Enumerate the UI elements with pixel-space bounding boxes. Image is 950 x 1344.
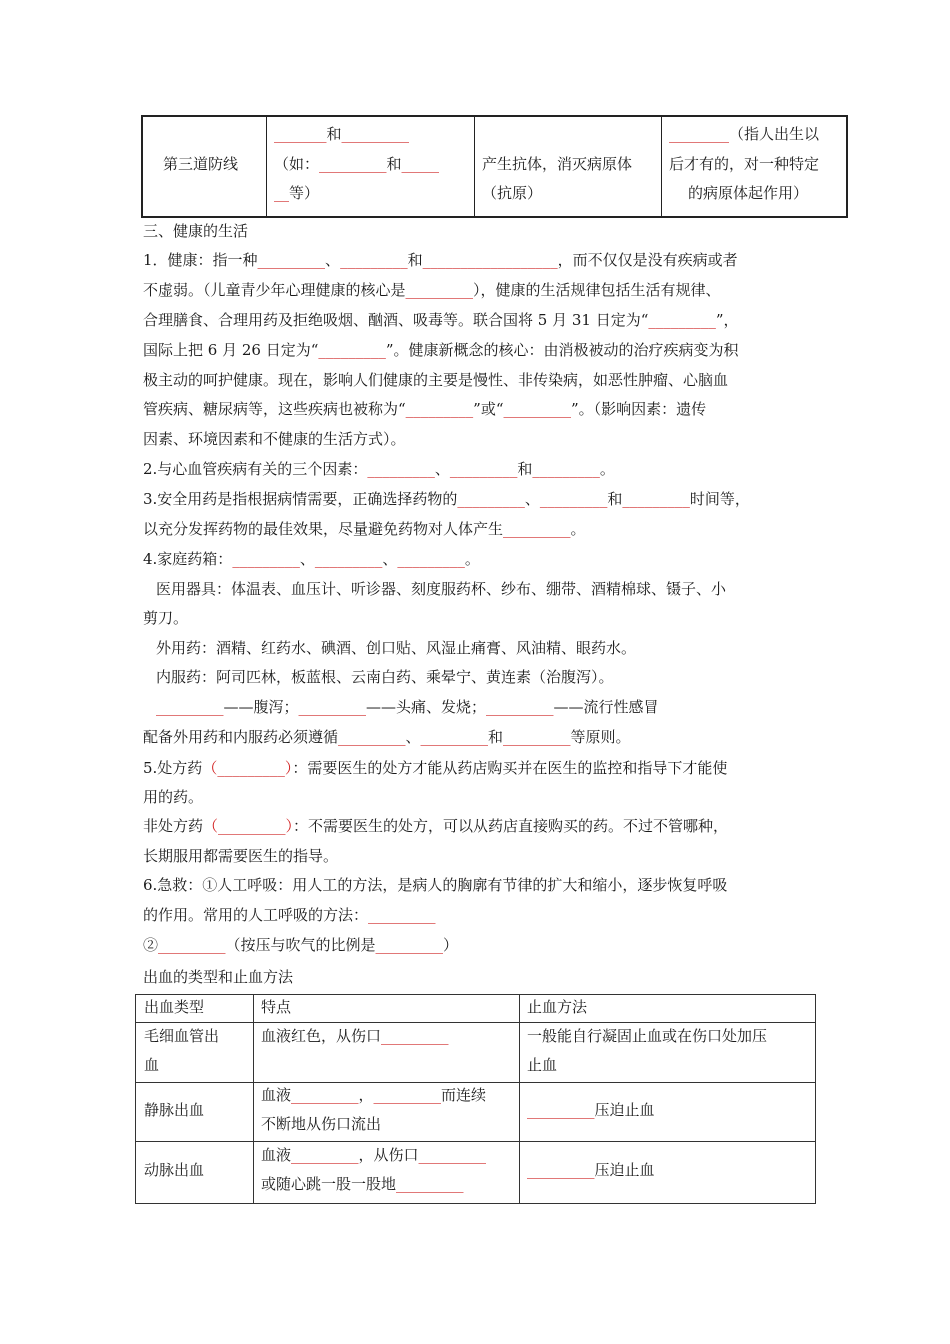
defense-table	[141, 115, 848, 218]
row3-feature-line2: 或随心跳一股一股地_________	[261, 1175, 464, 1193]
p6-line3: ②_________（按压与吹气的比例是_________）	[143, 936, 459, 954]
row-label: 第三道防线	[163, 155, 239, 173]
p5-line4: 长期服用都需要医生的指导。	[143, 847, 339, 865]
bleeding-table	[135, 994, 816, 1204]
section-title: 三、健康的生活	[143, 222, 249, 240]
p4-external: 外用药：酒精、红药水、碘酒、创口贴、风湿止痛膏、风油精、眼药水。	[156, 639, 637, 657]
col3-line2: （抗原）	[482, 184, 543, 202]
p1-line1: 1．健康：指一种_________、_________和__________________，而不仅仅是没有疾病或者	[143, 251, 738, 269]
row3-method: _________压迫止血	[527, 1161, 655, 1179]
p5-line3: 非处方药（_________）：不需要医生的处方，可以从药店直接购买的药。不过不管哪种，	[143, 817, 729, 835]
row2-feature-line2: 不断地从伤口流出	[261, 1115, 382, 1133]
bleed-table-title: 出血的类型和止血方法	[143, 968, 294, 986]
row1-type-line1: 毛细血管出	[144, 1027, 220, 1045]
row1-method-line2: 止血	[527, 1056, 558, 1074]
p5-line2: 用的药。	[143, 788, 204, 806]
row3-feature-line1: 血液_________，从伤口_________	[261, 1146, 487, 1164]
p1-line6: 管疾病、糖尿病等，这些疾病也被称为“_________”或“_________”。（影响因素：遗传	[143, 400, 707, 418]
p1-line3: 合理膳食、合理用药及拒绝吸烟、酗酒、吸毒等。联合国将 5 月 31 日定为“_________”，	[143, 311, 739, 329]
p4-line1: 4.家庭药箱：_________、_________、_________。	[143, 550, 480, 568]
p6-line2: 的作用。常用的人工呼吸的方法：_________	[143, 906, 436, 924]
col-divider	[519, 995, 520, 1203]
col4-line3: 的病原体起作用）	[688, 184, 809, 202]
col4-line1: ________（指人出生以	[669, 125, 820, 143]
p4-equip-line2: 剪刀。	[143, 609, 189, 627]
p5-line1: 5.处方药（_________）：需要医生的处方才能从药店购买并在医生的监控和指导下才能使	[143, 759, 728, 777]
header-feature: 特点	[261, 998, 292, 1016]
row2-method: _________压迫止血	[527, 1101, 655, 1119]
p3-line1: 3.安全用药是指根据病情需要，正确选择药物的_________、_________和_________时间等，	[143, 490, 750, 508]
col-divider	[661, 117, 662, 216]
col2-line2: （如：_________和_____	[274, 155, 440, 173]
col-divider	[253, 995, 254, 1203]
row1-method-line1: 一般能自行凝固止血或在伤口处加压	[527, 1027, 768, 1045]
p1-line5: 极主动的呵护健康。现在，影响人们健康的主要是慢性、非传染病，如恶性肿瘤、心脑血	[143, 371, 729, 389]
row2-feature-line1: 血液_________，_________而连续	[261, 1086, 487, 1104]
row1-feature: 血液红色，从伤口_________	[261, 1027, 449, 1045]
row1-type-line2: 血	[144, 1056, 160, 1074]
col2-line1: _______和_________	[274, 125, 410, 143]
col-divider	[474, 117, 475, 216]
p1-line7: 因素、环境因素和不健康的生活方式）。	[143, 430, 406, 448]
row2-type: 静脉出血	[144, 1101, 205, 1119]
col3-line1: 产生抗体，消灭病原体	[482, 155, 633, 173]
row3-type: 动脉出血	[144, 1161, 205, 1179]
col4-line2: 后才有的，对一种特定	[669, 155, 820, 173]
p4-equip-line1: 医用器具：体温表、血压计、听诊器、刻度服药杯、纱布、绷带、酒精棉球、镊子、小	[156, 580, 727, 598]
p4-internal: 内服药：阿司匹林，板蓝根、云南白药、乘晕宁、黄连素（治腹泻）。	[156, 668, 614, 686]
header-method: 止血方法	[527, 998, 588, 1016]
p4-matching: _________——腹泻；_________——头痛、发烧；_________——流行性感冒	[156, 698, 659, 716]
p6-line1: 6.急救：①人工呼吸：用人工的方法，是病人的胸廓有节律的扩大和缩小，逐步恢复呼吸	[143, 876, 728, 894]
header-type: 出血类型	[144, 998, 205, 1016]
p2-line: 2.与心血管疾病有关的三个因素：_________、_________和_________。	[143, 460, 615, 478]
col2-line3: __等）	[274, 184, 320, 202]
col-divider	[266, 117, 267, 216]
p1-line4: 国际上把 6 月 26 日定为“_________”。健康新概念的核心：由消极被动的治疗疾病变为积	[143, 341, 739, 359]
p1-line2: 不虚弱。（儿童青少年心理健康的核心是_________），健康的生活规律包括生活有规律、	[143, 281, 721, 299]
p4-principles: 配备外用药和内服药必须遵循_________、_________和_________等原则。	[143, 728, 631, 746]
p3-line2: 以充分发挥药物的最佳效果，尽量避免药物对人体产生_________。	[143, 520, 586, 538]
